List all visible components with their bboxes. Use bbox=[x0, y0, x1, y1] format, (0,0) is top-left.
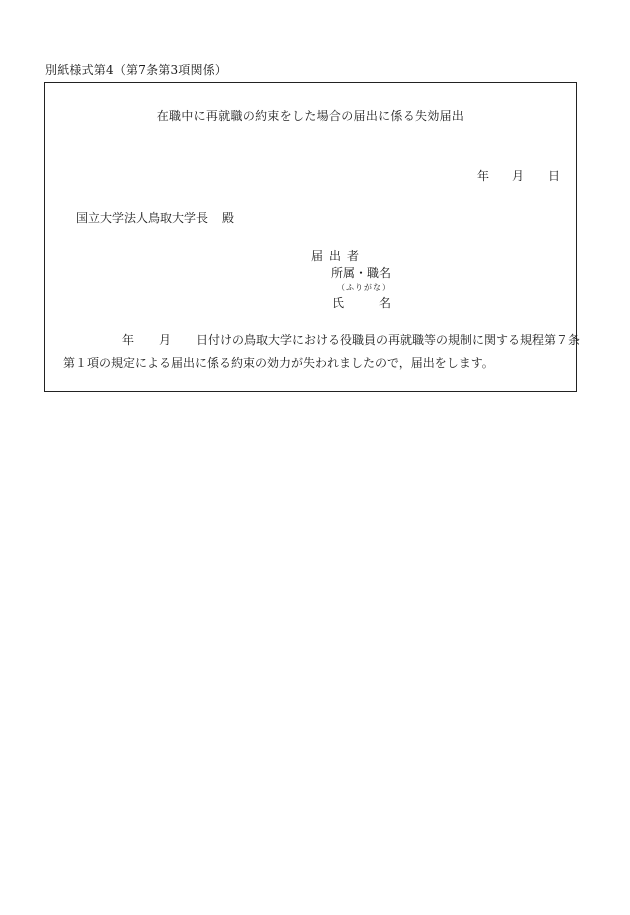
body-year-label: 年 bbox=[122, 333, 135, 347]
body-text-line-1: 日付けの鳥取大学における役職員の再就職等の規制に関する規程第７条 bbox=[196, 333, 581, 347]
affiliation-label: 所属・職名 bbox=[331, 266, 392, 280]
addressee-honorific: 殿 bbox=[222, 211, 235, 225]
document-title: 在職中に再就職の約束をした場合の届出に係る失効届出 bbox=[156, 109, 465, 123]
body-text-line-2: 第１項の規定による届出に係る約束の効力が失われましたので，届出をします。 bbox=[63, 356, 494, 370]
name-label-given: 名 bbox=[379, 296, 392, 310]
addressee bbox=[76, 209, 234, 226]
addressee-name: 国立大学法人鳥取大学長 bbox=[76, 211, 209, 225]
date-day-label: 日 bbox=[548, 169, 561, 183]
date-month-label: 月 bbox=[512, 169, 525, 183]
name-label-family: 氏 bbox=[332, 296, 345, 310]
body-month-label: 月 bbox=[159, 333, 172, 347]
notifier-label: 届出者 bbox=[311, 249, 366, 263]
furigana-label: （ふりがな） bbox=[337, 283, 391, 292]
form-box bbox=[44, 82, 581, 392]
form-label: 別紙様式第4（第7条第3項関係） bbox=[45, 63, 228, 77]
date-year-label: 年 bbox=[477, 169, 490, 183]
